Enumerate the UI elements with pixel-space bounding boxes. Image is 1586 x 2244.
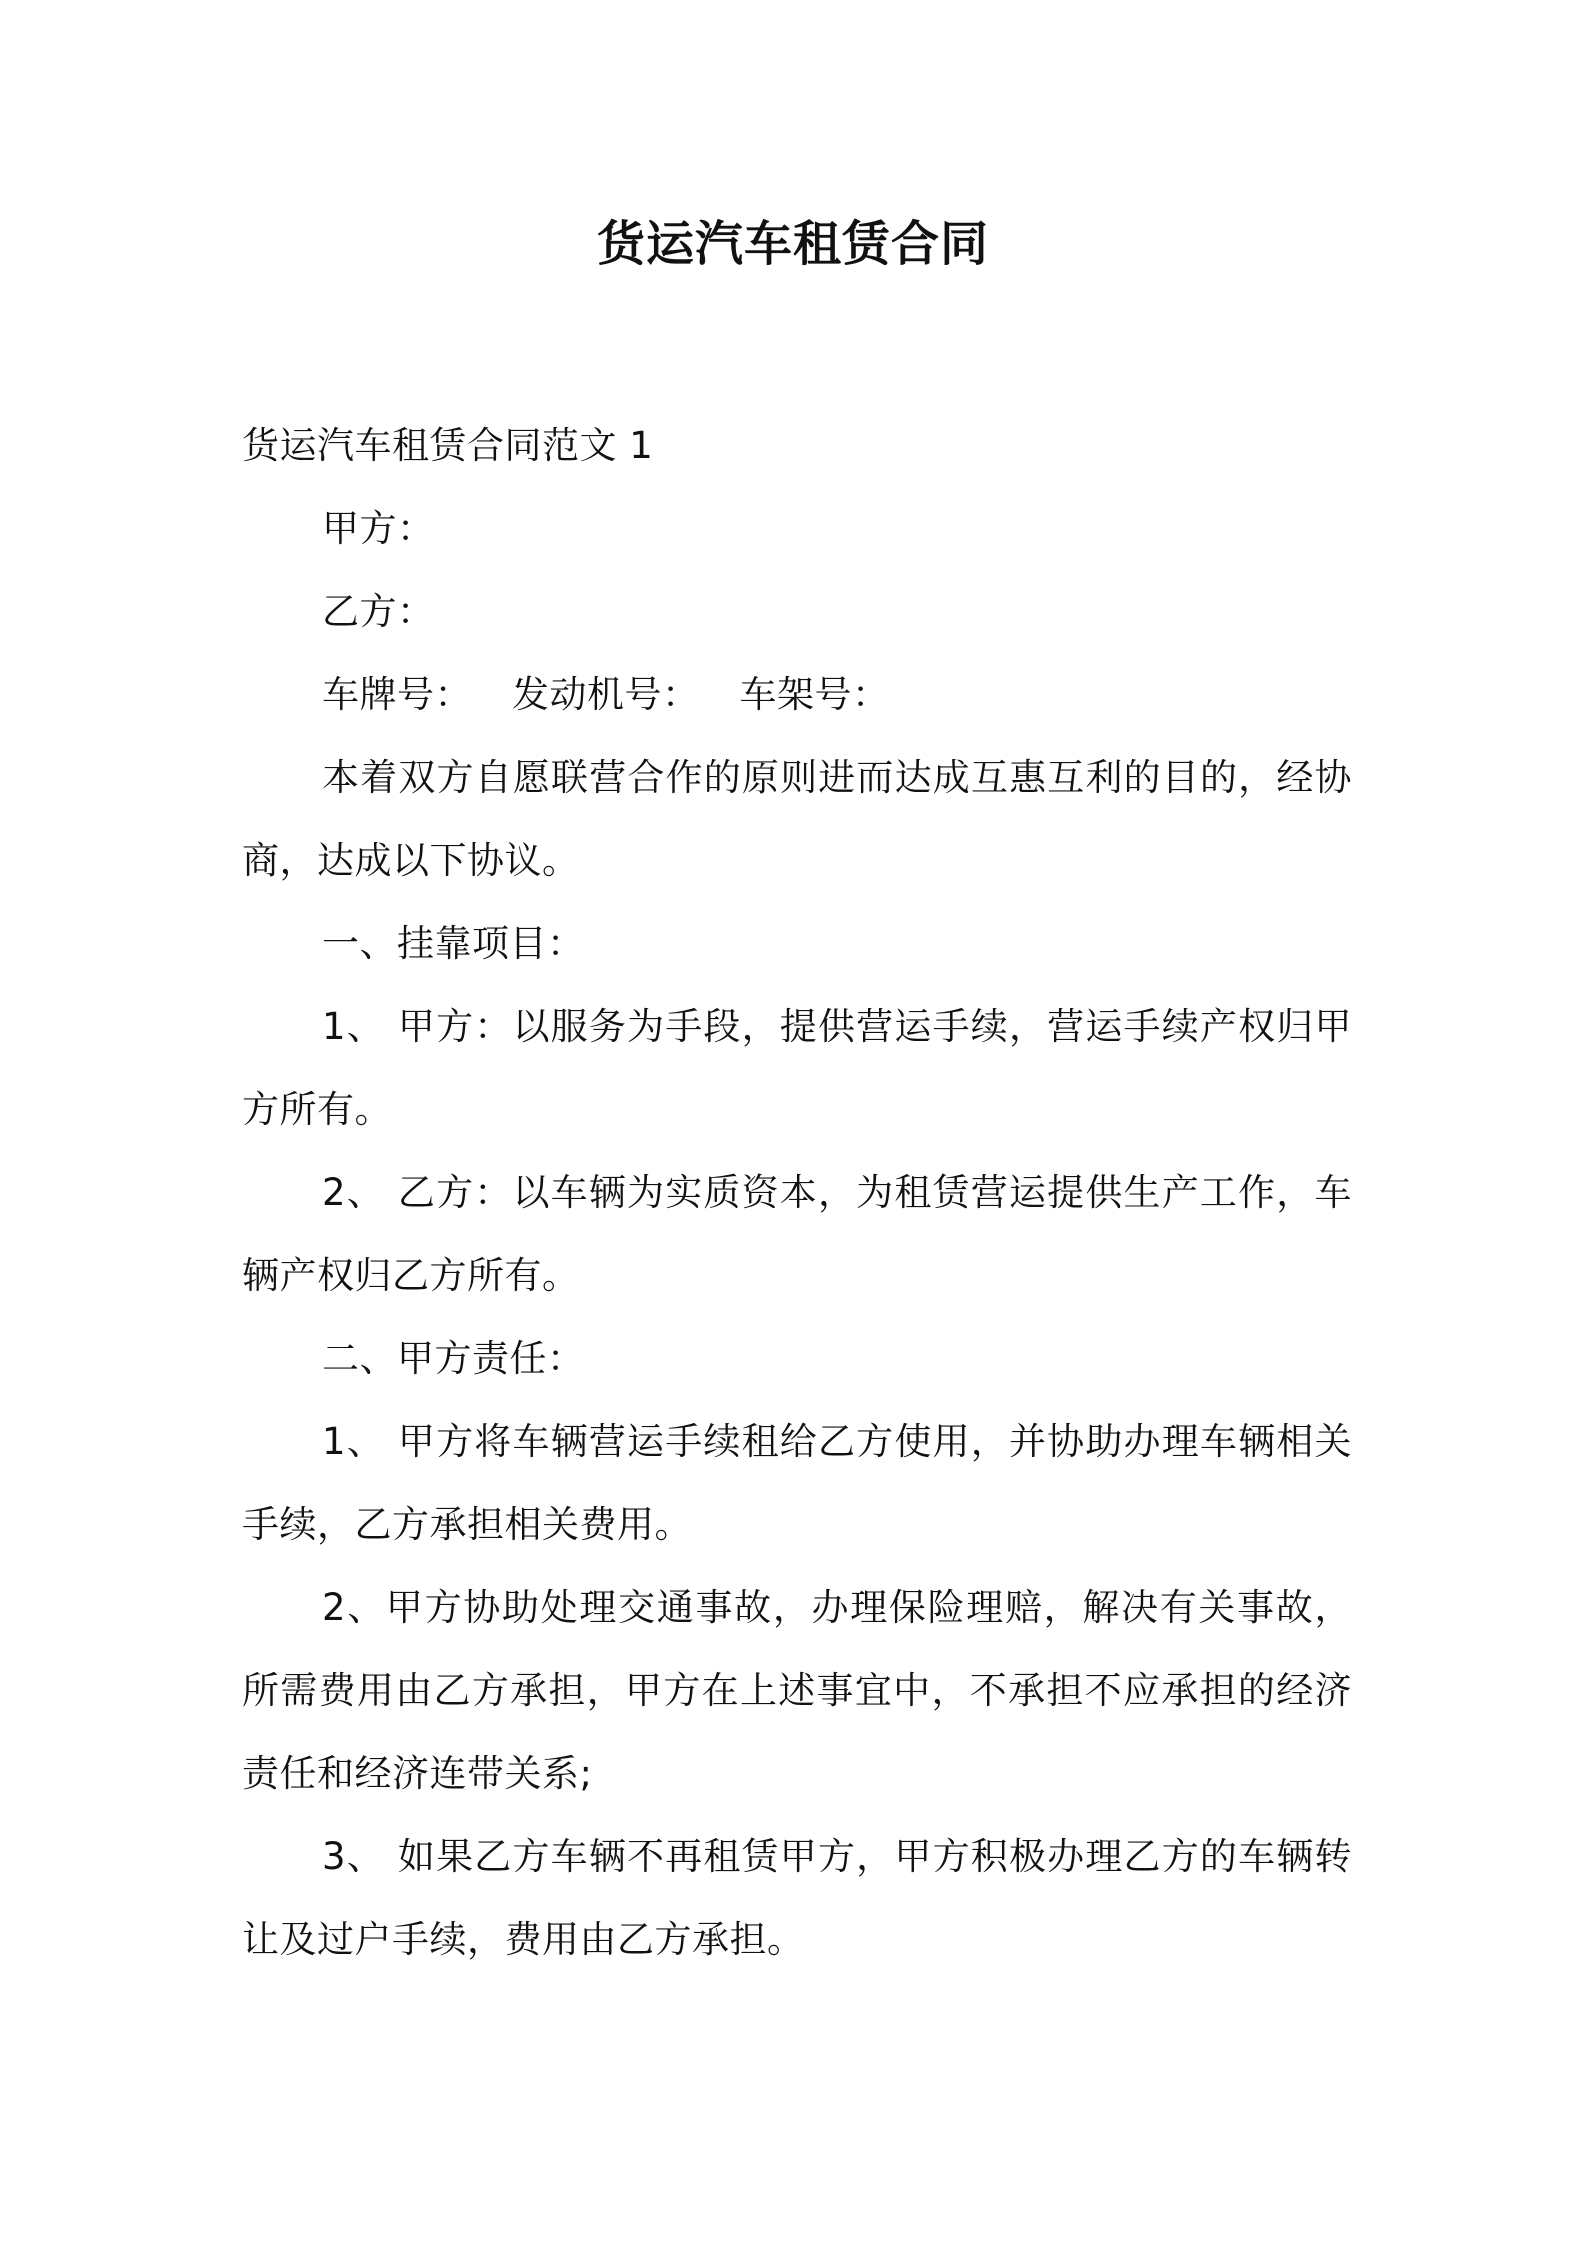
section1-item2: 2、 乙方：以车辆为实质资本，为租赁营运提供生产工作，车辆产权归乙方所有。 (242, 1171, 1352, 1297)
section2-item2: 2、甲方协助处理交通事故，办理保险理赔，解决有关事故，所需费用由乙方承担，甲方在上述事宜中，不承担不应承担的经济责任和经济连带关系; (242, 1586, 1352, 1795)
vehicle-info-line (242, 653, 1352, 736)
section1-heading: 一、挂靠项目： (322, 922, 585, 965)
party-b-line: 乙方： (322, 590, 435, 633)
section2-heading: 二、甲方责任： (322, 1337, 585, 1380)
engine-label: 发动机号： (512, 673, 700, 716)
section1-item1: 1、 甲方：以服务为手段，提供营运手续，营运手续产权归甲方所有。 (242, 1005, 1352, 1131)
plate-label: 车牌号： (322, 673, 472, 716)
section2-item1: 1、 甲方将车辆营运手续租给乙方使用，并协助办理车辆相关手续，乙方承担相关费用。 (242, 1420, 1352, 1546)
document-title: 货运汽车租赁合同 (596, 216, 989, 272)
section2-item3: 3、 如果乙方车辆不再租赁甲方，甲方积极办理乙方的车辆转让及过户手续，费用由乙方承担。 (242, 1835, 1352, 1961)
document-subtitle: 货运汽车租赁合同范文 1 (242, 424, 654, 467)
document-body (242, 404, 1352, 1981)
party-a-line: 甲方： (322, 507, 435, 550)
frame-label: 车架号： (739, 673, 890, 716)
preamble-paragraph: 本着双方自愿联营合作的原则进而达成互惠互利的目的，经协商，达成以下协议。 (242, 756, 1352, 882)
